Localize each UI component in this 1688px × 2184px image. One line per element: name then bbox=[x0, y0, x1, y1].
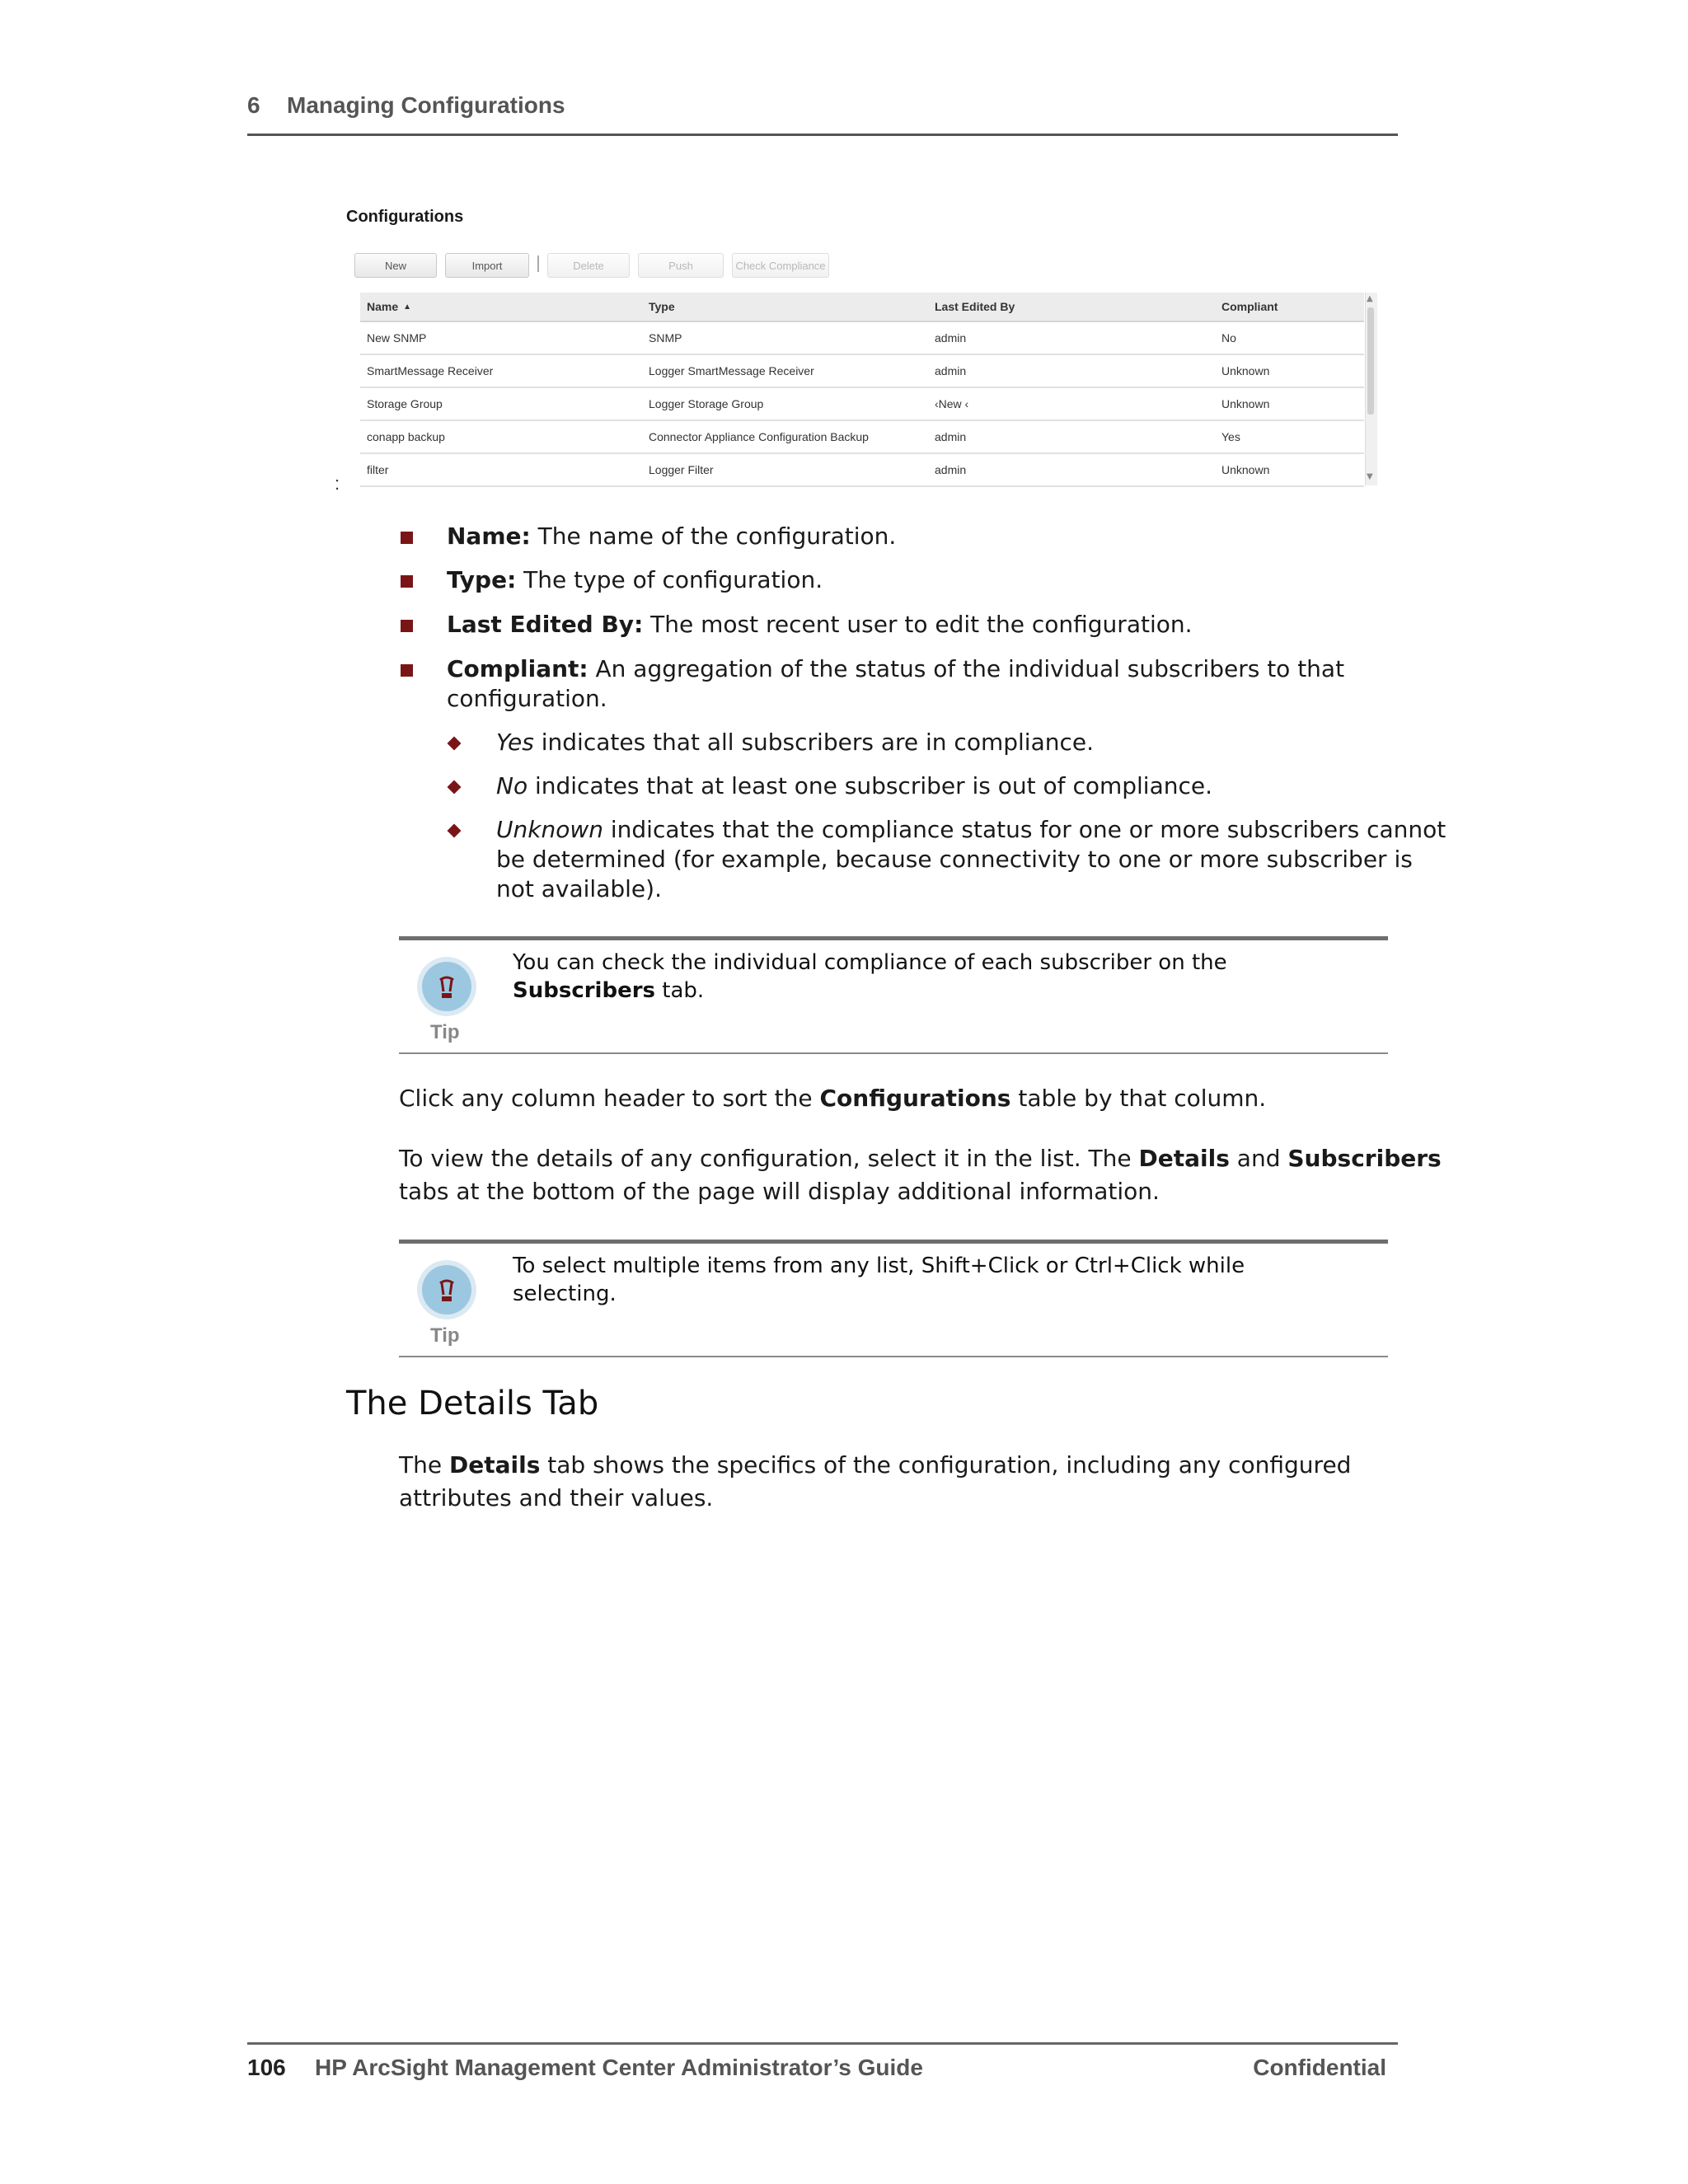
tip-text bbox=[513, 949, 1370, 1005]
details-paragraph-line1: To view the details of any configuration, select it in the list. The Details and Subscribers bbox=[399, 1145, 1442, 1172]
configurations-table bbox=[360, 293, 1376, 482]
section-heading: The Details Tab bbox=[346, 1385, 599, 1422]
page-footer bbox=[247, 2042, 1398, 2094]
table-header-row bbox=[360, 293, 1364, 322]
sort-ascending-icon: ▲ bbox=[403, 302, 412, 312]
square-bullet-icon bbox=[401, 664, 413, 677]
table-row[interactable] bbox=[360, 388, 1364, 421]
section-paragraph bbox=[399, 1449, 1351, 1515]
cell-compliant: Unknown bbox=[1221, 463, 1270, 476]
cell-type: Logger Storage Group bbox=[649, 397, 764, 410]
scroll-down-icon[interactable]: ▼ bbox=[1367, 472, 1373, 481]
cell-type: Connector Appliance Configuration Backup bbox=[649, 430, 869, 443]
section-paragraph-line1: The Details tab shows the specifics of the configuration, including any configured bbox=[399, 1451, 1352, 1479]
cell-compliant: Yes bbox=[1221, 430, 1240, 443]
compliance-unknown-line3: not available). bbox=[496, 875, 662, 902]
diamond-bullet-icon bbox=[448, 737, 462, 751]
compliance-unknown: Unknown indicates that the compliance status for one or more subscribers cannot bbox=[496, 816, 1447, 843]
lightbulb-tip-icon bbox=[415, 1258, 481, 1349]
tip-text-line1: You can check the individual compliance of each subscriber on the bbox=[513, 950, 1227, 975]
table-row[interactable] bbox=[360, 454, 1364, 487]
details-paragraph bbox=[399, 1142, 1442, 1208]
check-compliance-button[interactable]: Check Compliance bbox=[732, 253, 829, 278]
figure-title: Configurations bbox=[346, 208, 464, 226]
table-row[interactable] bbox=[360, 421, 1364, 454]
cell-compliant: No bbox=[1221, 331, 1236, 344]
sort-paragraph: Click any column header to sort the Configurations table by that column. bbox=[399, 1085, 1267, 1112]
definition-type: Type: The type of configuration. bbox=[447, 566, 823, 593]
cell-compliant: Unknown bbox=[1221, 364, 1270, 377]
column-header-label: Name bbox=[367, 300, 399, 313]
cell-last-edited-by: admin bbox=[935, 463, 967, 476]
cell-name: conapp backup bbox=[367, 430, 445, 443]
column-header-type[interactable]: Type bbox=[649, 300, 675, 313]
square-bullet-icon bbox=[401, 575, 413, 588]
column-header-name[interactable] bbox=[367, 293, 411, 321]
cell-name: filter bbox=[367, 463, 389, 476]
diamond-bullet-icon bbox=[448, 780, 462, 794]
scroll-up-icon[interactable]: ▲ bbox=[1367, 294, 1373, 303]
cell-name: SmartMessage Receiver bbox=[367, 364, 494, 377]
cell-last-edited-by: admin bbox=[935, 364, 967, 377]
table-row[interactable] bbox=[360, 322, 1364, 355]
tip-box bbox=[399, 1240, 1388, 1357]
page-number: 106 bbox=[247, 2055, 286, 2080]
definition-compliant-line2: configuration. bbox=[447, 685, 607, 712]
stray-colon: : bbox=[335, 473, 340, 494]
cell-last-edited-by: admin bbox=[935, 331, 967, 344]
cell-type: Logger SmartMessage Receiver bbox=[649, 364, 814, 377]
details-paragraph-line2: tabs at the bottom of the page will display additional information. bbox=[399, 1178, 1160, 1205]
push-button[interactable]: Push bbox=[638, 253, 724, 278]
guide-title: HP ArcSight Management Center Administrator’s Guide bbox=[315, 2055, 923, 2080]
compliance-no: No indicates that at least one subscriber is out of compliance. bbox=[496, 772, 1212, 799]
tip-text-line1: To select multiple items from any list, Shift+Click or Ctrl+Click while bbox=[513, 1254, 1245, 1278]
toolbar-separator bbox=[537, 255, 539, 272]
tip-text-line2: selecting. bbox=[513, 1282, 617, 1306]
square-bullet-icon bbox=[401, 620, 413, 632]
tip-label: Tip bbox=[430, 1021, 460, 1043]
new-button[interactable]: New bbox=[354, 253, 437, 278]
diamond-bullet-icon bbox=[448, 824, 462, 838]
confidential-label: Confidential bbox=[1253, 2055, 1386, 2080]
cell-compliant: Unknown bbox=[1221, 397, 1270, 410]
cell-type: Logger Filter bbox=[649, 463, 714, 476]
delete-button[interactable]: Delete bbox=[547, 253, 630, 278]
definition-compliant: Compliant: An aggregation of the status of the individual subscribers to that bbox=[447, 655, 1345, 682]
chapter-number: 6 bbox=[247, 92, 260, 118]
tip-text bbox=[513, 1252, 1370, 1308]
chapter-title: Managing Configurations bbox=[287, 92, 565, 118]
compliance-yes: Yes indicates that all subscribers are in compliance. bbox=[496, 729, 1094, 756]
tip-text-line2: Subscribers tab. bbox=[513, 978, 705, 1003]
tip-box bbox=[399, 936, 1388, 1054]
cell-name: Storage Group bbox=[367, 397, 443, 410]
cell-name: New SNMP bbox=[367, 331, 427, 344]
column-header-last-edited-by[interactable]: Last Edited By bbox=[935, 300, 1015, 313]
lightbulb-tip-icon bbox=[415, 955, 481, 1046]
cell-type: SNMP bbox=[649, 331, 682, 344]
scrollbar-thumb[interactable] bbox=[1367, 307, 1374, 415]
tip-label: Tip bbox=[430, 1324, 460, 1347]
square-bullet-icon bbox=[401, 532, 413, 544]
column-header-compliant[interactable]: Compliant bbox=[1221, 300, 1278, 313]
running-header bbox=[247, 92, 1398, 136]
section-paragraph-line2: attributes and their values. bbox=[399, 1484, 714, 1511]
definition-name: Name: The name of the configuration. bbox=[447, 523, 897, 550]
compliance-unknown-line2: be determined (for example, because connectivity to one or more subscriber is bbox=[496, 846, 1413, 873]
cell-last-edited-by: ‹New ‹ bbox=[935, 397, 969, 410]
import-button[interactable]: Import bbox=[445, 253, 529, 278]
definition-last-edited-by: Last Edited By: The most recent user to edit the configuration. bbox=[447, 611, 1193, 638]
cell-last-edited-by: admin bbox=[935, 430, 967, 443]
table-row[interactable] bbox=[360, 355, 1364, 388]
